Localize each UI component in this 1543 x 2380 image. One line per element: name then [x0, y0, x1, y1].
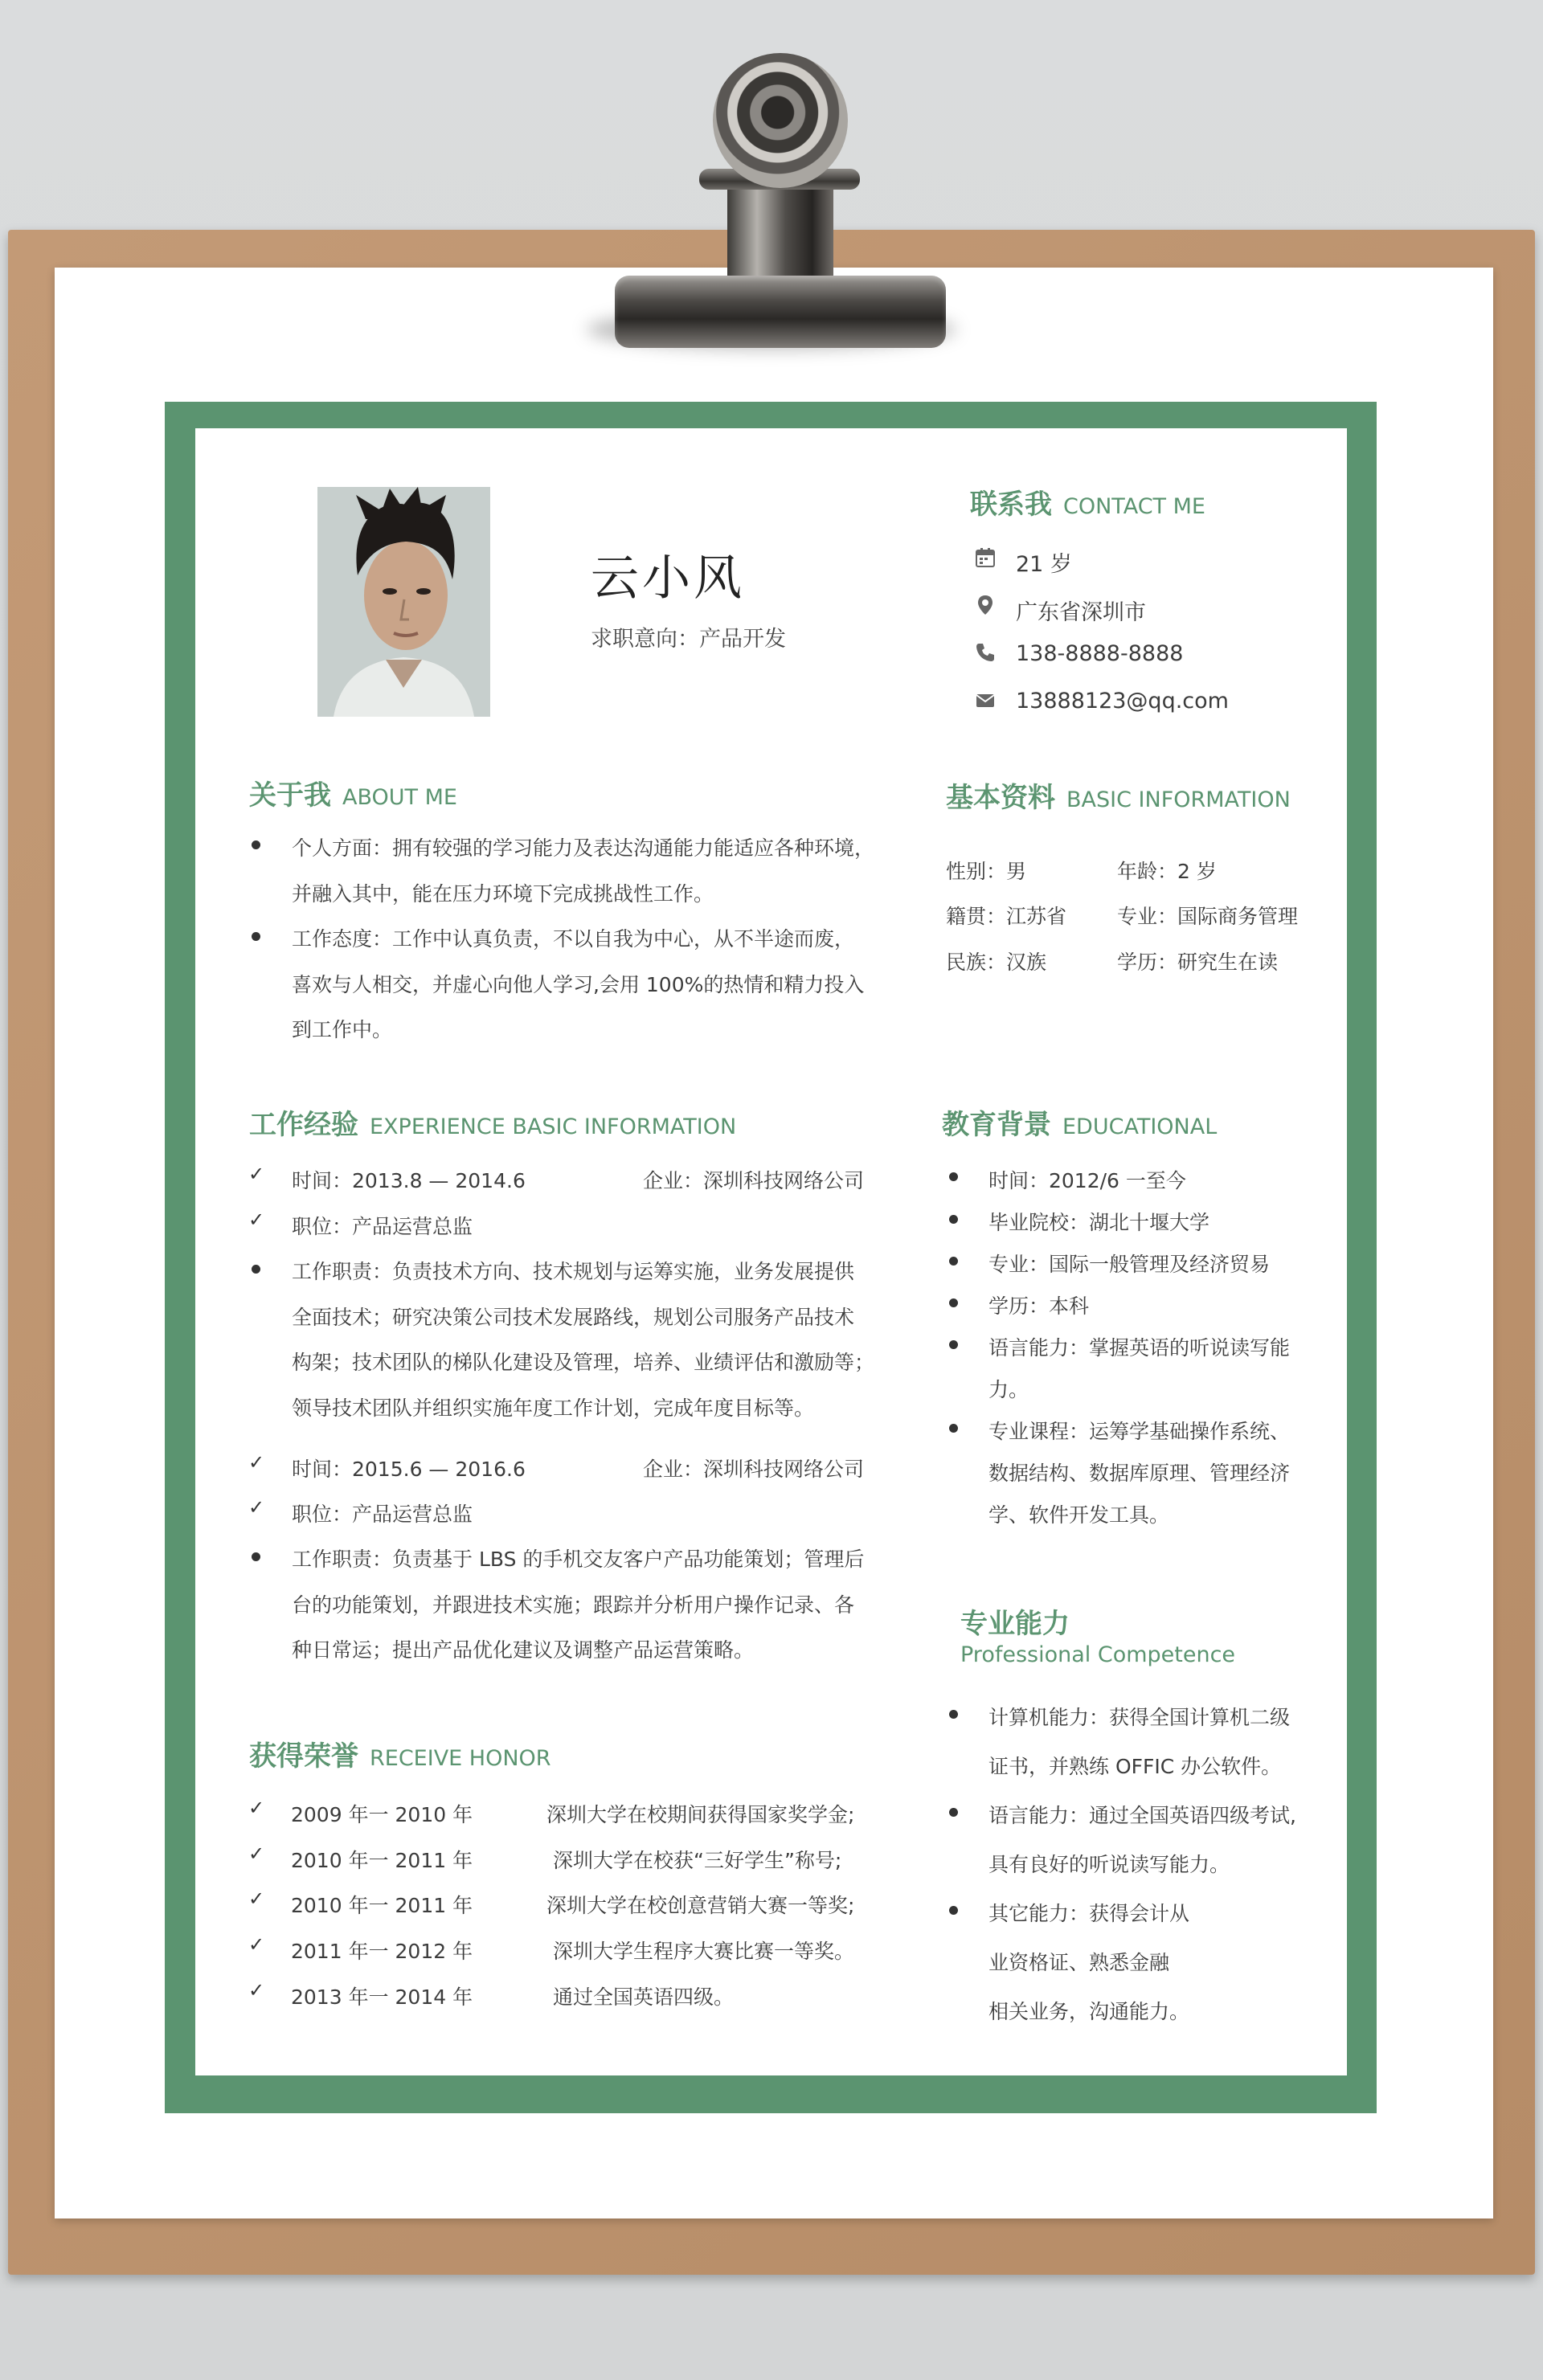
bullet-dot	[949, 1298, 958, 1307]
bullet-dot	[949, 1340, 958, 1349]
education-item: 语言能力：掌握英语的听说读写能	[988, 1336, 1291, 1360]
bullet-dot	[252, 840, 260, 849]
bullet-dot	[252, 932, 260, 941]
basic-gender: 性别：男	[946, 860, 1027, 883]
contact-age: 21 岁	[1016, 552, 1072, 577]
check-icon: ✓	[248, 1163, 265, 1185]
basic-title-cn: 基本资料	[946, 782, 1055, 814]
honor-title-cn: 获得荣誉	[249, 1740, 358, 1773]
about-line: 喜欢与人相交，并虚心向他人学习,会用 100%的热情和精力投入	[292, 973, 865, 996]
basic-native: 籍贯：江苏省	[946, 905, 1067, 928]
bullet-dot	[949, 1906, 958, 1915]
check-icon: ✓	[248, 1979, 265, 2002]
bullet-dot	[252, 1265, 260, 1274]
honor-desc: 深圳大学在校期间获得国家奖学金;	[546, 1803, 855, 1826]
education-title-en: EDUCATIONAL	[1062, 1114, 1218, 1139]
email-icon	[974, 689, 997, 712]
honor-year: 2010 年一 2011 年	[291, 1849, 473, 1872]
job1-duty-line: 全面技术；研究决策公司技术发展路线，规划公司服务产品技术	[292, 1306, 855, 1329]
contact-phone: 138-8888-8888	[1016, 641, 1184, 666]
honor-year: 2010 年一 2011 年	[291, 1894, 473, 1917]
competence-item: 其它能力：获得会计从	[988, 1902, 1190, 1925]
honor-desc: 深圳大学在校获“三好学生”称号;	[553, 1849, 842, 1872]
basic-major: 专业：国际商务管理	[1117, 905, 1299, 928]
check-icon: ✓	[248, 1887, 265, 1910]
competence-item: 语言能力：通过全国英语四级考试,	[988, 1804, 1296, 1827]
experience-title-en: EXPERIENCE BASIC INFORMATION	[370, 1114, 737, 1139]
honor-year: 2013 年一 2014 年	[291, 1985, 473, 2009]
job1-position: 职位：产品运营总监	[292, 1215, 473, 1238]
binder-clip-base	[615, 276, 946, 348]
job2-duty-line: 种日常运；提出产品优化建议及调整产品运营策略。	[292, 1638, 755, 1662]
basic-title-en: BASIC INFORMATION	[1066, 787, 1291, 812]
contact-email: 13888123@qq.com	[1016, 689, 1229, 714]
location-pin-icon	[974, 594, 997, 616]
education-item: 专业课程：运筹学基础操作系统、	[988, 1420, 1291, 1443]
job1-duty-line: 构架；技术团队的梯队化建设及管理，培养、业绩评估和激励等；	[292, 1351, 875, 1374]
job2-time: 时间：2015.6 — 2016.6	[292, 1458, 526, 1481]
about-line: 并融入其中，能在压力环境下完成挑战性工作。	[292, 882, 714, 906]
calendar-icon	[974, 546, 997, 569]
honor-desc: 深圳大学生程序大赛比赛一等奖。	[553, 1940, 855, 1963]
candidate-name: 云小风	[591, 550, 745, 607]
education-item: 数据结构、数据库原理、管理经济	[988, 1462, 1291, 1485]
basic-ethnic: 民族：汉族	[946, 951, 1047, 974]
basic-section-title	[946, 775, 1291, 815]
honor-year: 2009 年一 2010 年	[291, 1803, 473, 1826]
check-icon: ✓	[248, 1842, 265, 1865]
education-item: 时间：2012/6 一至今	[988, 1169, 1186, 1192]
competence-item: 相关业务，沟通能力。	[988, 2000, 1190, 2023]
contact-title-cn: 联系我	[970, 489, 1052, 521]
bullet-dot	[949, 1257, 958, 1266]
bullet-dot	[949, 1808, 958, 1817]
about-title-cn: 关于我	[249, 779, 331, 812]
phone-icon	[974, 641, 997, 664]
basic-degree: 学历：研究生在读	[1117, 951, 1279, 974]
competence-item: 业资格证、熟悉金融	[988, 1951, 1170, 1974]
bullet-dot	[949, 1710, 958, 1719]
basic-age: 年龄：2 岁	[1117, 860, 1217, 883]
about-title-en: ABOUT ME	[342, 785, 457, 810]
education-item: 学、软件开发工具。	[988, 1503, 1170, 1527]
check-icon: ✓	[248, 1451, 265, 1474]
competence-item: 证书，并熟练 OFFIC 办公软件。	[988, 1755, 1282, 1778]
honor-year: 2011 年一 2012 年	[291, 1940, 473, 1963]
competence-title-cn: 专业能力	[960, 1608, 1070, 1640]
avatar-photo	[317, 487, 490, 717]
education-item: 毕业院校：湖北十堰大学	[988, 1211, 1210, 1234]
honor-desc: 通过全国英语四级。	[553, 1985, 735, 2009]
job2-company: 企业：深圳科技网络公司	[643, 1458, 865, 1481]
honor-section-title	[249, 1734, 551, 1773]
binder-clip-ring	[713, 53, 848, 188]
competence-title-en: Professional Competence	[960, 1642, 1236, 1667]
check-icon: ✓	[248, 1208, 265, 1231]
job1-duty-line: 领导技术团队并组织实施年度工作计划，完成年度目标等。	[292, 1397, 815, 1420]
bullet-dot	[949, 1215, 958, 1224]
honor-title-en: RECEIVE HONOR	[370, 1746, 551, 1771]
contact-section-title	[970, 482, 1205, 521]
bullet-dot	[949, 1424, 958, 1433]
job2-position: 职位：产品运营总监	[292, 1503, 473, 1526]
honor-desc: 深圳大学在校创意营销大赛一等奖;	[546, 1894, 855, 1917]
bullet-dot	[949, 1172, 958, 1181]
check-icon: ✓	[248, 1933, 265, 1956]
competence-item: 具有良好的听说读写能力。	[988, 1853, 1230, 1876]
about-line: 工作态度：工作中认真负责，不以自我为中心，从不半途而废，	[292, 927, 855, 951]
check-icon: ✓	[248, 1797, 265, 1819]
about-line: 到工作中。	[292, 1018, 393, 1041]
experience-section-title	[249, 1102, 736, 1142]
job2-duty-line: 台的功能策划，并跟进技术实施；跟踪并分析用户操作记录、各	[292, 1593, 855, 1617]
competence-item: 计算机能力：获得全国计算机二级	[988, 1706, 1291, 1729]
experience-title-cn: 工作经验	[249, 1109, 358, 1141]
education-item: 专业：国际一般管理及经济贸易	[988, 1253, 1271, 1276]
job-intent: 求职意向：产品开发	[591, 627, 786, 652]
bullet-dot	[252, 1552, 260, 1561]
contact-location: 广东省深圳市	[1016, 600, 1146, 625]
contact-title-en: CONTACT ME	[1063, 494, 1205, 519]
avatar-portrait-icon	[317, 487, 490, 717]
education-item: 力。	[988, 1378, 1029, 1401]
competence-section-title	[960, 1601, 1070, 1641]
education-title-cn: 教育背景	[942, 1109, 1051, 1141]
job1-time: 时间：2013.8 — 2014.6	[292, 1169, 526, 1192]
education-item: 学历：本科	[988, 1294, 1090, 1318]
check-icon: ✓	[248, 1496, 265, 1519]
education-section-title	[942, 1102, 1217, 1142]
job2-duty-line: 工作职责：负责基于 LBS 的手机交友客户产品功能策划；管理后	[292, 1548, 865, 1571]
about-line: 个人方面：拥有较强的学习能力及表达沟通能力能适应各种环境，	[292, 836, 875, 860]
job1-company: 企业：深圳科技网络公司	[643, 1169, 865, 1192]
about-section-title	[249, 773, 457, 812]
job1-duty-line: 工作职责：负责技术方向、技术规划与运筹实施，业务发展提供	[292, 1260, 855, 1283]
